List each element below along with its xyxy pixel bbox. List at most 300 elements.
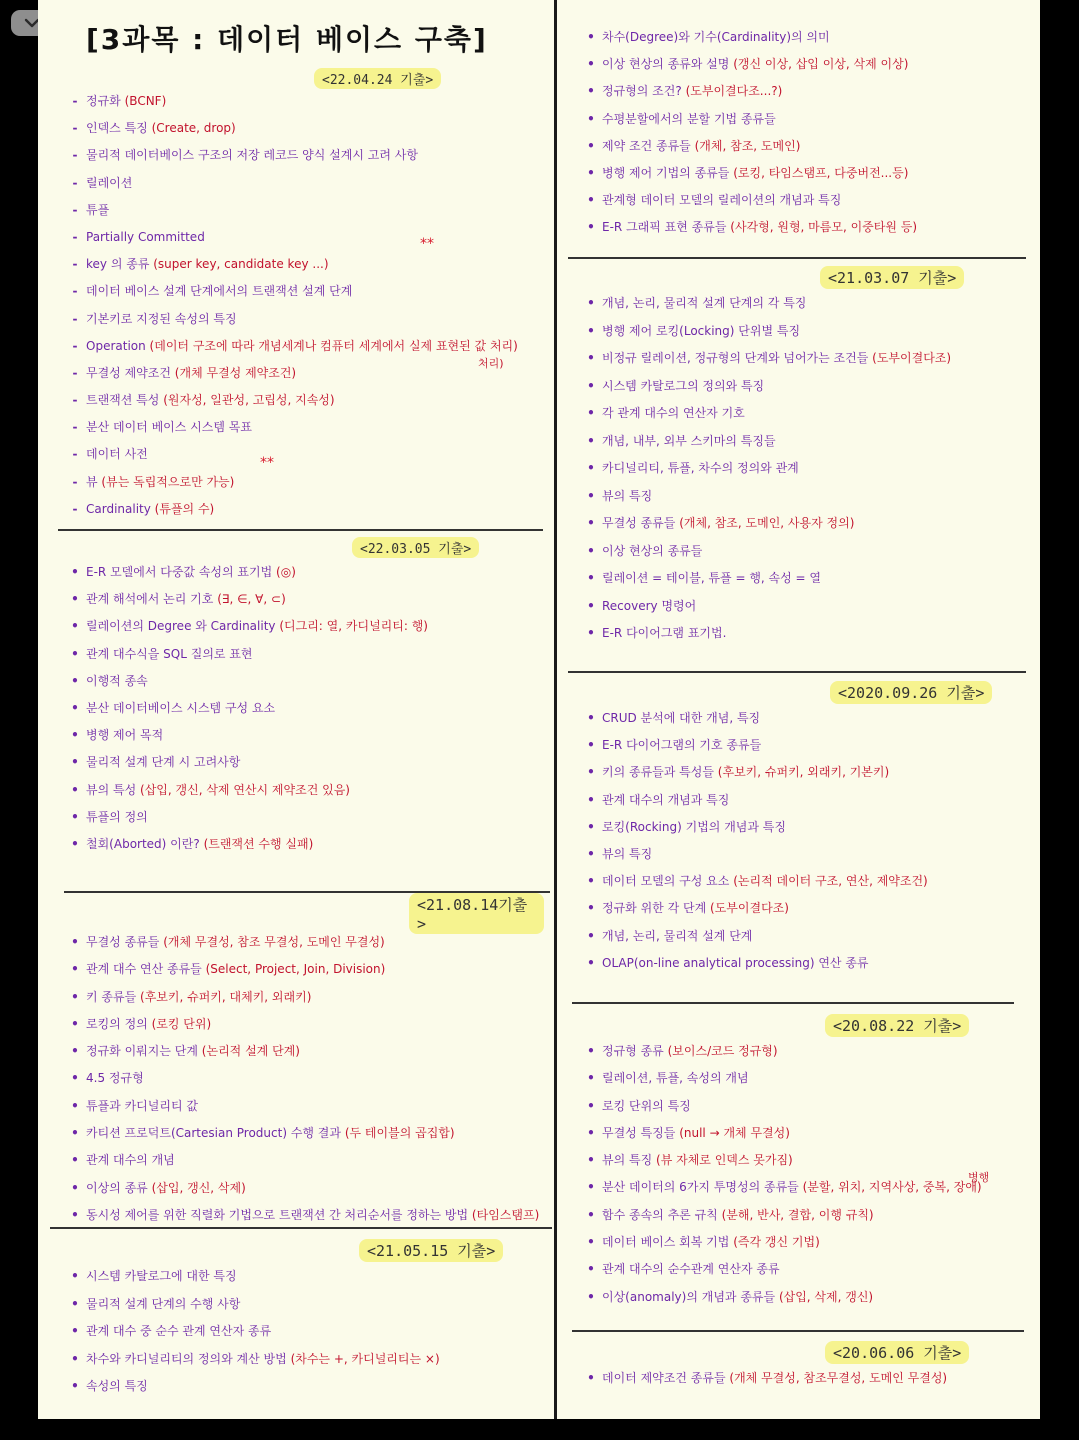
question-item [64,1348,544,1376]
bullet-mark: • [587,819,595,834]
bullet-mark: • [587,1044,595,1058]
bullet-mark: • [587,323,595,338]
question-topic: 튜플 [86,202,110,217]
question-item [580,816,1040,843]
question-detail: (개체 무결성, 참조 무결성, 도메인 무결성) [163,935,385,949]
bullet-mark: • [587,901,595,916]
question-item [64,779,544,806]
section-20-08-22 [580,1014,1040,1313]
bullet-mark: • [587,874,595,889]
question-item [580,189,1040,216]
question-item [64,751,544,778]
section-22-04-24 [64,68,544,525]
question-topic: 무결성 종류들 [602,516,676,530]
question-item [580,707,1040,734]
bullet-mark: • [587,57,595,72]
bullet-mark: • [71,700,79,715]
question-item [64,117,544,144]
bullet-mark: • [71,1044,79,1059]
bullet-mark: • [71,755,79,770]
bullet-mark: • [587,626,595,640]
question-topic: 데이터 제약조건 종류들 [602,1371,726,1385]
question-topic: 관계형 데이터 모델의 릴레이션의 개념과 특징 [602,193,842,208]
question-item [580,216,1040,243]
question-detail: (논리적 설계 단계) [201,1044,300,1059]
bullet-mark: • [71,1098,79,1113]
question-topic: 수평분할에서의 분할 기법 종류들 [602,111,776,126]
bullet-mark: - [72,474,78,489]
question-topic: 시스템 카탈로그의 정의와 특징 [602,378,765,393]
bullet-mark: • [587,30,595,44]
bullet-mark: • [71,728,79,743]
question-topic: 카디널리티, 튜플, 차수의 정의와 관계 [602,461,799,475]
bullet-mark: • [587,1125,595,1140]
question-topic: 4.5 정규형 [86,1071,144,1086]
bullet-mark: • [71,565,79,579]
bullet-mark: • [587,598,595,613]
bullet-mark: • [71,1071,79,1086]
question-item [64,1375,544,1403]
bullet-mark: • [587,165,595,180]
question-topic: 릴레이션, 튜플, 속성의 개념 [602,1071,749,1086]
bullet-mark: • [71,1379,79,1393]
question-topic: 개념, 논리, 물리적 설계 단계의 각 특징 [602,296,807,310]
bullet-mark: - [72,121,78,136]
question-item [580,485,1040,513]
question-topic: 로킹 단위의 특징 [602,1098,691,1113]
question-item [64,615,544,642]
section-date-badge: <2020.09.26 기출> [830,681,992,704]
section-date-badge: <21.05.15 기출> [359,1239,503,1262]
question-topic: 이상의 종류 [86,1180,148,1195]
question-topic: 이행적 종속 [86,673,148,688]
question-topic: 각 관계 대수의 연산자 기호 [602,406,745,420]
question-topic: 물리적 설계 단계 시 고려사항 [86,755,241,770]
question-item [580,26,1040,53]
question-detail: (도부이결다조) [872,351,952,365]
bullet-mark: • [587,711,595,725]
question-item [580,108,1040,135]
question-item [64,670,544,697]
section-divider [568,671,1026,673]
section-date-badge: <22.03.05 기출> [352,537,479,558]
question-topic: 튜플의 정의 [86,809,148,824]
question-item [580,734,1040,761]
bullet-mark: • [71,962,79,977]
section-20-06-06 [580,1341,1040,1394]
section-date-badge: <21.03.07 기출> [820,266,964,289]
question-item [64,986,544,1013]
question-item [64,724,544,751]
question-item [64,833,544,860]
bullet-mark: • [587,1207,595,1222]
question-detail: (뷰 자체로 인덱스 못가짐) [656,1153,793,1168]
question-item [64,1095,544,1122]
question-item [64,362,544,389]
question-detail: (뷰는 독립적으로만 가능) [101,474,235,489]
question-detail: (후보키, 슈퍼키, 외래키, 기본키) [717,765,890,780]
question-topic: 무결성 종류들 [86,935,160,949]
question-detail: (원자성, 일관성, 고립성, 지속성) [163,393,335,408]
question-topic: 함수 종속의 추론 규칙 [602,1207,718,1222]
question-item [580,1367,1040,1394]
question-topic: 이상 현상의 종류들 [602,543,703,558]
question-detail: (트랜잭션 수행 실패) [203,836,314,851]
bullet-mark: • [587,378,595,393]
bullet-mark: - [72,311,78,326]
question-topic: 물리적 설계 단계의 수행 사항 [86,1296,241,1311]
bullet-mark: • [587,1235,595,1250]
question-topic: 튜플과 카디널리티 값 [86,1098,198,1113]
question-topic: 관계 대수식을 SQL 질의로 표현 [86,646,253,661]
question-item [580,135,1040,162]
question-item [64,958,544,985]
question-item [64,416,544,443]
question-detail: (개체, 참조, 도메인) [694,138,801,153]
question-item [580,843,1040,870]
bullet-mark: • [587,571,595,585]
bullet-mark: • [71,592,79,607]
question-detail: (개체 무결성 제약조건) [174,365,297,380]
question-detail: (튜플의 수) [154,501,215,516]
bullet-mark: • [587,406,595,420]
bullet-mark: • [71,1269,79,1283]
question-topic: 릴레이션의 Degree 와 Cardinality [86,619,276,634]
section-date-badge: <22.04.24 기출> [314,68,441,89]
bullet-mark: • [587,220,595,235]
section-divider [568,257,1026,259]
question-item [580,402,1040,430]
question-detail: (Select, Project, Join, Division) [205,962,386,977]
question-detail: (차수는 +, 카디널리티는 ×) [290,1351,440,1366]
question-topic: 뷰 [86,474,98,489]
bullet-mark: • [587,138,595,153]
question-topic: 무결성 특징들 [602,1125,676,1140]
column-divider [554,0,557,1419]
bullet-mark: - [72,393,78,408]
bullet-mark: - [72,501,78,516]
question-item [64,471,544,498]
question-item [64,1265,544,1293]
question-item [64,561,544,588]
question-topic: 속성의 특징 [86,1379,148,1393]
bullet-mark: • [71,646,79,661]
question-topic: 뷰의 특징 [602,1153,653,1168]
question-item [64,308,544,335]
question-topic: 동시성 제어를 위한 직렬화 기법으로 트랜잭션 간 처리순서를 정하는 방법 [86,1207,469,1222]
bullet-mark: • [587,111,595,126]
bullet-mark: - [72,420,78,435]
question-item [580,1204,1040,1231]
question-topic: 기본키로 지정된 속성의 특징 [86,311,237,326]
section-divider [572,1002,1014,1004]
question-topic: 차수(Degree)와 기수(Cardinality)의 의미 [602,30,830,44]
bullet-mark: • [71,1126,79,1141]
section-21-03-07 [580,266,1040,650]
question-detail: (삽입, 갱신, 삭제) [151,1180,246,1195]
section-divider [572,1330,1024,1332]
question-topic: 트랜잭션 특성 [86,393,160,408]
bullet-mark: - [72,202,78,217]
bullet-mark: • [587,193,595,208]
question-topic: Operation [86,338,146,353]
question-list [64,1265,544,1403]
section-continued [580,26,1040,244]
question-topic: 비정규 릴레이션, 정규형의 단계와 넘어가는 조건들 [602,351,869,365]
question-item [64,1177,544,1204]
question-item [580,80,1040,107]
question-topic: CRUD 분석에 대한 개념, 특징 [602,711,761,725]
note-page [38,0,1040,1419]
bullet-mark: • [71,1296,79,1311]
importance-mark: ** [260,455,274,471]
question-topic: 데이터 베이스 회복 기법 [602,1235,730,1250]
bullet-mark: • [587,1071,595,1086]
question-item [580,789,1040,816]
bullet-mark: • [71,1153,79,1168]
question-detail: (보이스/코드 정규형) [667,1044,778,1058]
question-item [580,292,1040,320]
question-item [580,952,1040,979]
question-item [580,1286,1040,1313]
question-topic: 정규형 종류 [602,1044,664,1058]
bullet-mark: • [71,1180,79,1195]
question-item [580,1040,1040,1067]
section-divider [50,1227,552,1229]
question-topic: 관계 대수 연산 종류들 [86,962,202,977]
question-topic: 관계 대수 중 순수 관계 연산자 종류 [86,1324,272,1338]
question-topic: E-R 모델에서 다중값 속성의 표기법 [86,565,273,579]
question-topic: E-R 그래픽 표현 종류들 [602,220,727,235]
question-item [64,226,544,253]
question-detail: (후보키, 슈퍼키, 대체키, 외래키) [140,989,312,1004]
question-item [580,897,1040,924]
question-item [580,870,1040,897]
bullet-mark: - [72,257,78,272]
question-topic: 뷰의 특징 [602,846,653,861]
question-item [64,199,544,226]
handwritten-note: 병행 [968,1171,990,1184]
bullet-mark: • [587,1153,595,1168]
section-divider [58,529,543,531]
question-detail: (논리적 데이터 구조, 연산, 제약조건) [733,874,928,889]
bullet-mark: • [587,1262,595,1277]
bullet-mark: • [71,836,79,851]
bullet-mark: • [587,516,595,530]
question-item [64,144,544,171]
question-topic: 개념, 내부, 외부 스키마의 특징들 [602,433,776,448]
question-item [64,253,544,280]
bullet-mark: • [587,488,595,503]
question-detail: (두 테이블의 곱집합) [344,1126,455,1141]
section-date-badge: <20.06.06 기출> [825,1341,969,1364]
question-item [580,162,1040,189]
importance-mark: ** [420,236,434,252]
question-detail: (로킹 단위) [151,1016,212,1031]
question-item [64,498,544,525]
question-topic: 카티션 프로덕트(Cartesian Product) 수행 결과 [86,1126,341,1141]
question-topic: 분산 데이터베이스 시스템 구성 요소 [86,700,276,715]
bullet-mark: • [587,1371,595,1385]
question-list [64,561,544,860]
question-topic: 키 종류들 [86,989,137,1004]
question-item [64,1149,544,1176]
bullet-mark: • [587,792,595,807]
question-item [580,1258,1040,1285]
question-topic: 데이터 베이스 설계 단계에서의 트랜잭션 설계 단계 [86,284,353,299]
question-topic: 키의 종류들과 특성들 [602,765,714,780]
question-item [580,1231,1040,1258]
question-detail: (개체, 참조, 도메인, 사용자 정의) [679,516,855,530]
bullet-mark: • [71,809,79,824]
question-item [64,643,544,670]
question-item [580,1067,1040,1094]
question-item [64,806,544,833]
question-item [64,1320,544,1348]
question-topic: E-R 다이어그램의 기호 종류들 [602,738,762,753]
bullet-mark: - [72,338,78,353]
question-item [580,567,1040,595]
bullet-mark: • [587,765,595,780]
bullet-mark: • [587,84,595,99]
bullet-mark: - [72,229,78,244]
question-topic: 로킹(Rocking) 기법의 개념과 특징 [602,819,786,834]
question-topic: 정규화 위한 각 단계 [602,901,707,916]
question-item [580,53,1040,80]
question-item [64,1293,544,1321]
question-topic: 인덱스 특징 [86,121,148,136]
bullet-mark: - [72,365,78,380]
question-item [580,925,1040,952]
question-topic: 데이터 모델의 구성 요소 [602,874,730,889]
question-detail: (로킹, 타임스탬프, 다중버전...등) [733,165,909,180]
question-topic: 관계 해석에서 논리 기호 [86,592,214,607]
question-item [64,697,544,724]
question-topic: Cardinality [86,501,151,516]
question-list [580,707,1040,979]
question-topic: 물리적 데이터베이스 구조의 저장 레코드 양식 설계시 고려 사항 [86,148,418,163]
section-2020-09-26 [580,681,1040,979]
question-list [580,292,1040,650]
question-detail: (즉각 갱신 기법) [733,1235,820,1250]
question-detail: (타임스탬프) [471,1207,540,1222]
bullet-mark: • [587,955,595,970]
question-detail: (도부이결다조...?) [685,84,783,99]
bullet-mark: - [72,284,78,299]
question-topic: 철회(Aborted) 이란? [86,836,200,851]
question-detail: (삽입, 갱신, 삭제 연산시 제약조건 있음) [140,782,350,797]
question-list [64,931,544,1231]
question-item [64,931,544,958]
question-topic: OLAP(on-line analytical processing) 연산 종류 [602,955,869,970]
question-topic: 병행 제어 기법의 종류들 [602,165,730,180]
bullet-mark: • [71,673,79,688]
bullet-mark: • [587,1180,595,1195]
question-detail: (사각형, 원형, 마름모, 이중타원 등) [730,220,918,235]
question-detail: (Create, drop) [151,121,236,136]
question-item [580,761,1040,788]
question-item [64,1067,544,1094]
question-topic: 릴레이션 = 테이블, 튜플 = 행, 속성 = 열 [602,571,822,585]
question-topic: 이상(anomaly)의 개념과 종류들 [602,1289,776,1304]
question-topic: 관계 대수의 개념과 특징 [602,792,730,807]
question-detail: (null → 개체 무결성) [679,1125,790,1140]
bullet-mark: • [71,782,79,797]
question-item [64,389,544,416]
section-21-05-15 [64,1239,544,1403]
handwritten-note: 처리) [478,357,504,370]
question-topic: 개념, 논리, 물리적 설계 단계 [602,928,753,943]
question-topic: 뷰의 특성 [86,782,137,797]
page-title: [3과목 : 데이터 베이스 구축] [86,23,488,56]
bullet-mark: • [71,1207,79,1222]
question-item [64,1013,544,1040]
question-item [580,540,1040,568]
bullet-mark: • [587,461,595,475]
question-topic: 무결성 제약조건 [86,365,171,380]
bullet-mark: • [587,1098,595,1113]
question-topic: 병행 제어 목적 [86,728,164,743]
question-topic: 분산 데이터 베이스 시스템 목표 [86,420,252,435]
question-item [580,595,1040,623]
bullet-mark: • [71,1351,79,1366]
question-item [64,1122,544,1149]
question-detail: (분해, 반사, 결합, 이행 규칙) [721,1207,874,1222]
question-topic: 차수와 카디널리티의 정의와 계산 방법 [86,1351,287,1366]
question-topic: 관계 대수의 순수관계 연산자 종류 [602,1262,780,1277]
question-detail: (디그리: 열, 카디널리티: 행) [279,619,428,634]
bullet-mark: • [71,935,79,949]
bullet-mark: • [587,296,595,310]
bullet-mark: • [587,1289,595,1304]
question-detail: (개체 무결성, 참조무결성, 도메인 무결성) [729,1371,948,1385]
section-22-03-05 [64,537,544,860]
bullet-mark: - [72,175,78,190]
question-topic: 병행 제어 로킹(Locking) 단위별 특징 [602,323,801,338]
bullet-mark: • [587,738,595,753]
section-date-badge: <20.08.22 기출> [825,1014,969,1037]
question-item [64,443,544,470]
question-topic: E-R 다이어그램 표기법. [602,626,727,640]
question-detail: (데이터 구조에 따라 개념세계나 컴퓨터 세계에서 실제 표현된 값 처리) [149,338,518,353]
question-topic: 데이터 사전 [86,447,148,462]
bullet-mark: • [587,351,595,365]
section-21-08-14 [64,893,544,1231]
question-topic: 이상 현상의 종류와 설명 [602,57,730,72]
question-topic: 정규형의 조건? [602,84,682,99]
question-list [580,1367,1040,1394]
question-topic: 릴레이션 [86,175,133,190]
question-item [580,622,1040,650]
question-list [64,90,544,525]
question-detail: (BCNF) [124,94,167,108]
bullet-mark: • [71,989,79,1004]
question-topic: Partially Committed [86,229,205,244]
question-item [64,1040,544,1067]
question-list [580,26,1040,244]
section-date-badge: <21.08.14기출> [409,893,544,934]
question-topic: key 의 종류 [86,257,150,272]
question-item [64,172,544,199]
question-topic: 로킹의 정의 [86,1016,148,1031]
bullet-mark: • [587,433,595,448]
question-item [64,335,544,362]
question-item [64,90,544,117]
question-item [580,347,1040,375]
question-detail: (삽입, 삭제, 갱신) [778,1289,874,1304]
question-detail: (갱신 이상, 삽입 이상, 삭제 이상) [733,57,909,72]
bullet-mark: • [71,1324,79,1338]
